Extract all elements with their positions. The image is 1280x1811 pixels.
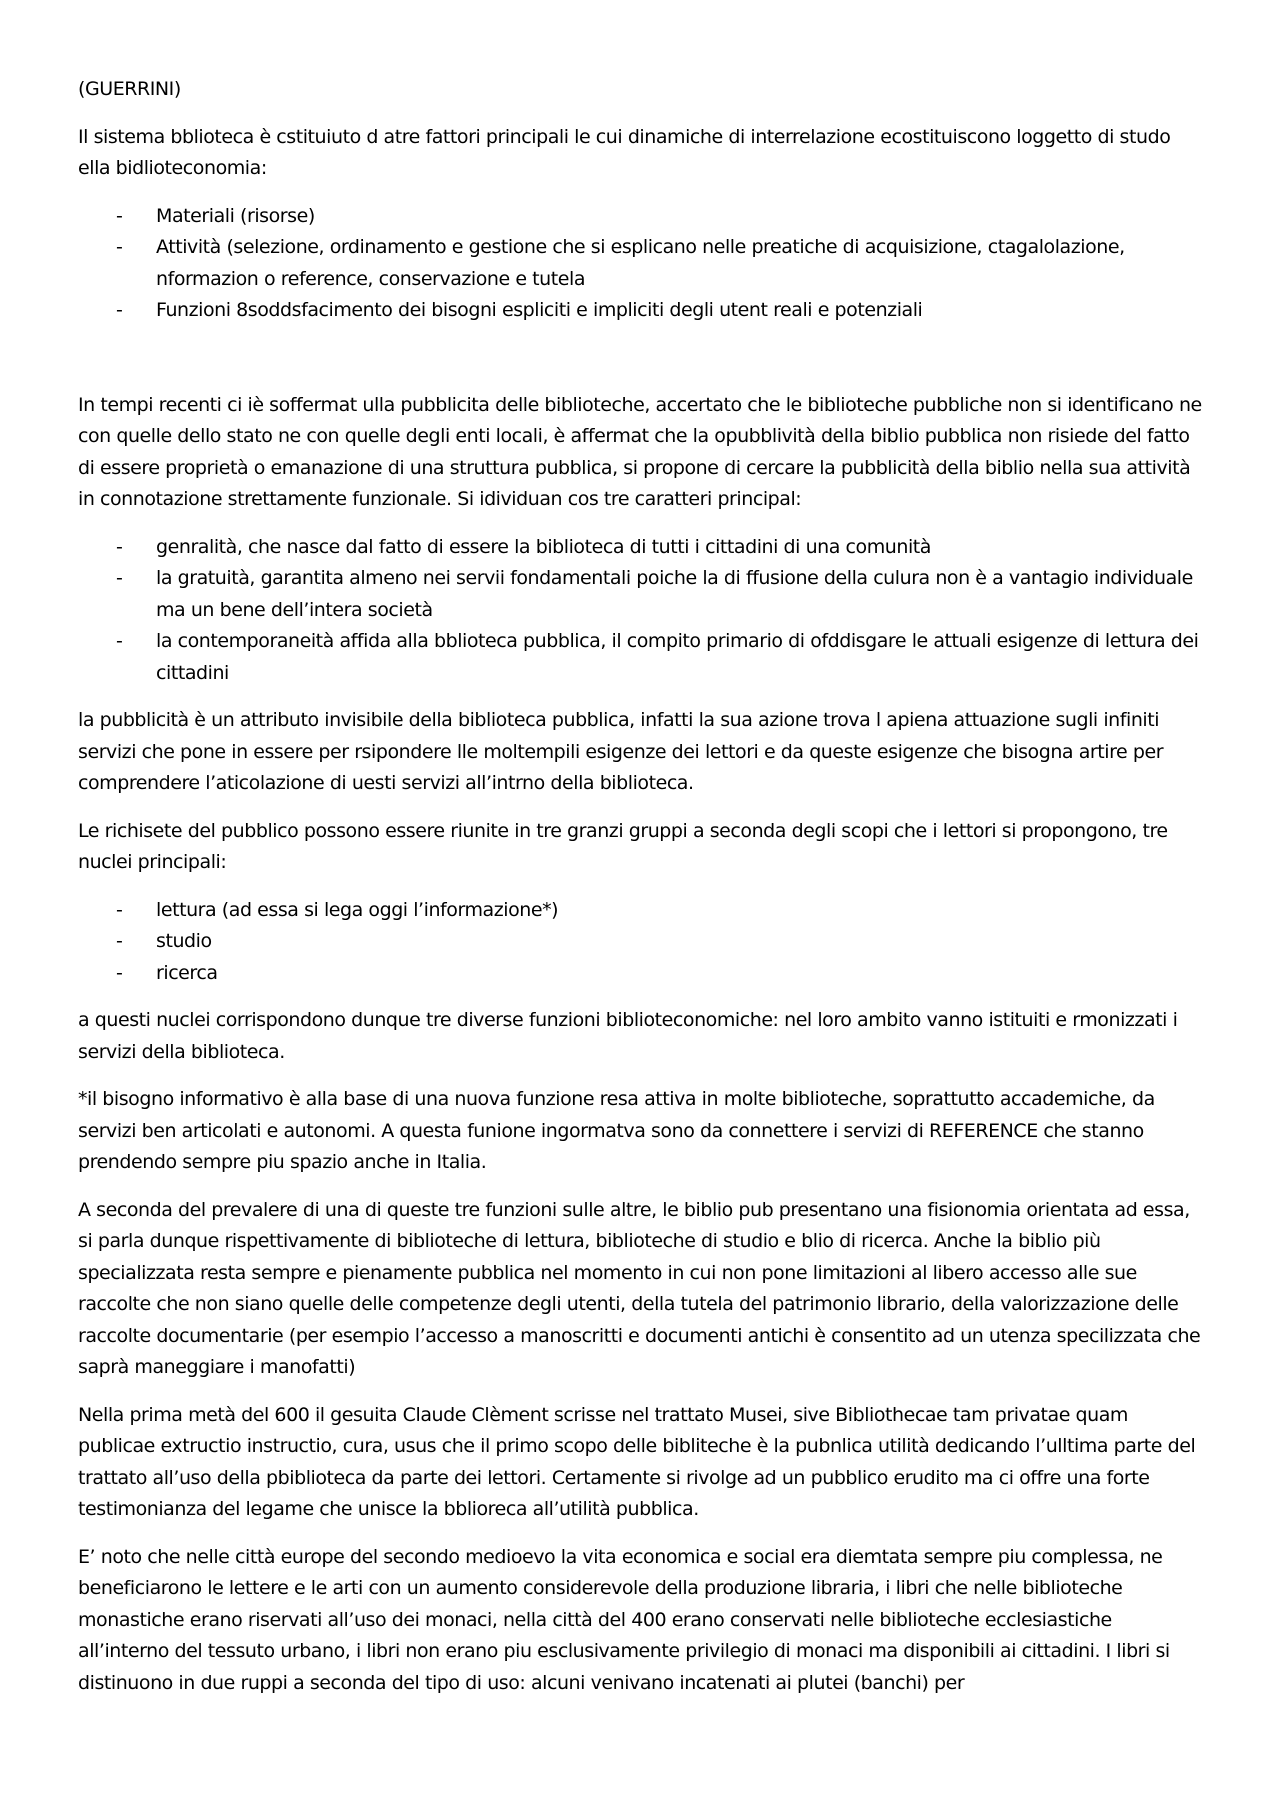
list-item-text: la contemporaneità affida alla bblioteca pubblica, il compito primario di ofddisgare le attuali esigenze di lettura dei cittadini bbox=[156, 630, 1199, 684]
list-item bbox=[78, 926, 1204, 958]
list-bullet: - bbox=[116, 535, 123, 558]
list-item bbox=[78, 232, 1204, 295]
components-list bbox=[78, 201, 1204, 327]
list-item-text: Attività (selezione, ordinamento e gestione che si esplicano nelle preatiche di acquisizione, ctagalolazione, nformazion o reference, conservazione e tutela bbox=[156, 236, 1125, 290]
list-item-text: studio bbox=[156, 930, 212, 952]
clement-paragraph: Nella prima metà del 600 il gesuita Claude Clèment scrisse nel trattato Musei, sive Bibliothecae tam privatae quam publicae extructio instructio, cura, usus che il primo scopo delle bibliteche è la pubnlica utilità dedicando l’ulltima parte del trattato all’uso della pbiblioteca da parte dei lettori. Certamente si rivolge ad un pubblico erudito ma ci offre una forte testimonianza del legame che unisce la bblioreca all’utilità pubblica. bbox=[78, 1403, 1196, 1520]
list-item-text: Funzioni 8soddsfacimento dei bisogni espliciti e impliciti degli utent reali e potenziali bbox=[156, 299, 923, 321]
requests-paragraph: Le richisete del pubblico possono essere riunite in tre granzi gruppi a seconda degli scopi che i lettori si propongono, tre nuclei principali: bbox=[78, 819, 1168, 873]
list-bullet: - bbox=[116, 898, 123, 921]
list-item bbox=[78, 958, 1204, 990]
list-bullet: - bbox=[116, 630, 123, 652]
intro-paragraph: Il sistema bblioteca è cstituiuto d atre fattori principali le cui dinamiche di interrelazione ecostituiscono loggetto di studo ella bidlioteconomia: bbox=[78, 125, 1171, 179]
footnote-paragraph: *il bisogno informativo è alla base di una nuova funzione resa attiva in molte biblioteche, soprattutto accademiche, da servizi ben articolati e autonomi. A questa funione ingormatva sono da connettere i servizi di REFERENCE che stanno prendendo sempre piu spazio anche in Italia. bbox=[78, 1088, 1155, 1173]
list-item bbox=[78, 626, 1204, 689]
medieval-paragraph: E’ noto che nelle città europe del secondo medioevo la vita economica e social era diemtata sempre piu complessa, ne beneficiarono le lettere e le arti con un aumento considerevole della produzione libraria, i libri che nelle biblioteche monastiche erano riservati all’uso dei monaci, nella città del 400 erano conservati nelle biblioteche ecclesiastiche all’interno del tessuto urbano, i libri non erano piu esclusivamente privilegio di monaci ma disponibili ai cittadini. I libri si distinuono in due ruppi a seconda del tipo di uso: alcuni venivano incatenati ai plutei (banchi) per bbox=[78, 1545, 1170, 1694]
list-item bbox=[78, 895, 1204, 927]
list-item-text: Materiali (risorse) bbox=[156, 204, 315, 227]
nuclei-list bbox=[78, 895, 1204, 990]
list-bullet: - bbox=[116, 567, 123, 589]
list-item bbox=[78, 201, 1204, 233]
list-item bbox=[78, 295, 1204, 327]
blank-space bbox=[78, 343, 1204, 390]
list-item-text: ricerca bbox=[156, 961, 218, 984]
list-bullet: - bbox=[116, 930, 123, 952]
list-bullet: - bbox=[116, 204, 123, 227]
document-heading: (GUERRINI) bbox=[78, 78, 181, 100]
list-bullet: - bbox=[116, 236, 123, 258]
list-item-text: genralità, che nasce dal fatto di essere la biblioteca di tutti i cittadini di una comunità bbox=[156, 535, 931, 558]
list-bullet: - bbox=[116, 961, 123, 984]
prevalence-paragraph: A seconda del prevalere di una di queste tre funzioni sulle altre, le biblio pub presentano una fisionomia orientata ad essa, si parla dunque rispettivamente di biblioteche di lettura, biblioteche di studio e blio di ricerca. Anche la biblio più specializzata resta sempre e pienamente pubblica nel momento in cui non pone limitazioni al libero accesso alle sue raccolte che non siano quelle delle competenze degli utenti, della tutela del patrimonio librario, della valorizzazione delle raccolte documentarie (per esempio l’accesso a manoscritti e documenti antichi è consentito ad un utenza specilizzata che saprà maneggiare i manofatti) bbox=[78, 1198, 1201, 1378]
list-bullet: - bbox=[116, 299, 123, 321]
invisible-attribute-paragraph: la pubblicità è un attributo invisibile della biblioteca pubblica, infatti la sua azione trova l apiena attuazione sugli infiniti servizi che pone in essere per rsipondere lle moltempili esigenze dei lettori e da queste esigenze che bisogna artire per comprendere l’aticolazione di uesti servizi all’intrno della biblioteca. bbox=[78, 709, 1164, 794]
list-item bbox=[78, 532, 1204, 564]
list-item bbox=[78, 563, 1204, 626]
characteristics-list bbox=[78, 532, 1204, 690]
list-item-text: lettura (ad essa si lega oggi l’informazione*) bbox=[156, 898, 559, 921]
publicity-paragraph: In tempi recenti ci iè soffermat ulla pubblicita delle biblioteche, accertato che le biblioteche pubbliche non si identificano ne con quelle dello stato ne con quelle degli enti locali, è affermat che la opubblività della biblio pubblica non risiede del fatto di essere proprietà o emanazione di una struttura pubblica, si propone di cercare la pubblicità della biblio nella sua attività in connotazione strettamente funzionale. Si idividuan cos tre caratteri principal: bbox=[78, 393, 1202, 510]
list-item-text: la gratuità, garantita almeno nei servii fondamentali poiche la di ffusione della culura non è a vantagio individuale ma un bene dell’intera società bbox=[156, 567, 1193, 621]
functions-paragraph: a questi nuclei corrispondono dunque tre diverse funzioni biblioteconomiche: nel loro ambito vanno istituiti e rmonizzati i servizi della biblioteca. bbox=[78, 1009, 1178, 1063]
